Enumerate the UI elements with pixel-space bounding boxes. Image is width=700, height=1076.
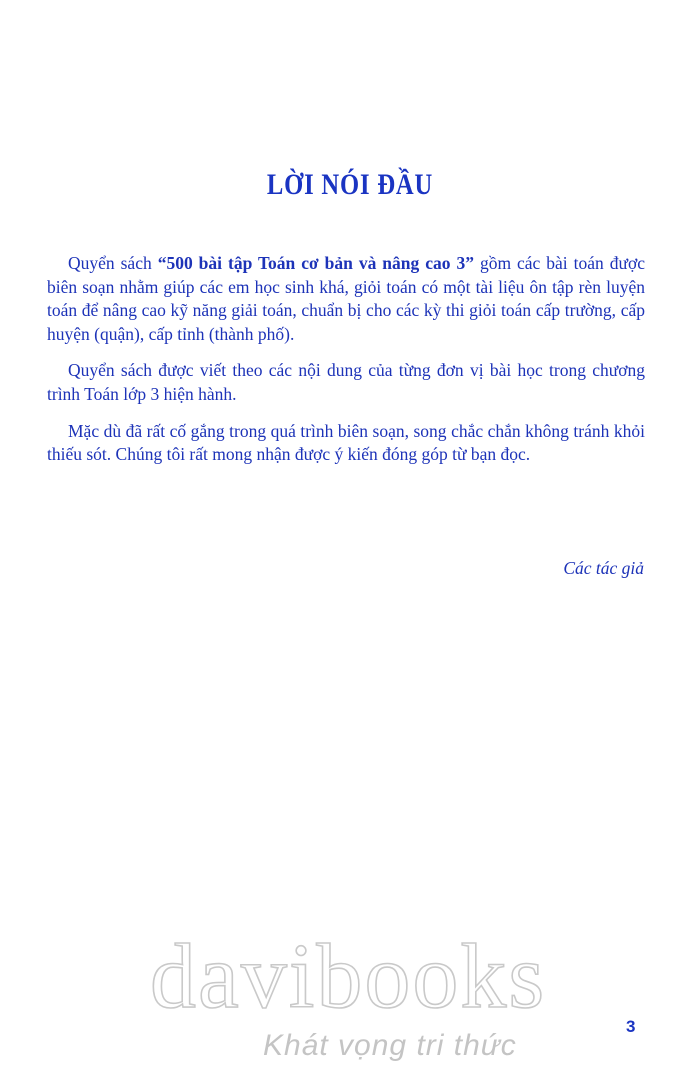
paragraph-1-after: gồm các bài toán được biên soạn nhằm giúp các em học sinh khá, giỏi toán có một tài liệu ôn tập rèn luyện toán để nâng cao kỹ năng giải toán, chuẩn bị cho các kỳ thi giỏi toán cấp trường, cấp huyện (quận), cấp tỉnh (thành phố).	[47, 253, 645, 344]
page-title: LỜI NÓI ĐẦU	[266, 168, 434, 201]
preface-body	[47, 252, 645, 480]
book-title: “500 bài tập Toán cơ bản và nâng cao 3”	[157, 253, 474, 273]
author-signature: Các tác giả	[563, 558, 644, 578]
watermark-brand: davibooks	[150, 925, 547, 1027]
page-number: 3	[626, 1017, 636, 1036]
watermark-tagline: Khát vọng tri thức	[263, 1029, 517, 1062]
paragraph-1-before: Quyển sách	[68, 253, 158, 273]
paragraph-1	[47, 252, 645, 346]
paragraph-2: Quyển sách được viết theo các nội dung của từng đơn vị bài học trong chương trình Toán lớp 3 hiện hành.	[47, 360, 645, 404]
paragraph-3: Mặc dù đã rất cố gắng trong quá trình biên soạn, song chắc chắn không tránh khỏi thiếu sót. Chúng tôi rất mong nhận được ý kiến đóng góp từ bạn đọc.	[47, 420, 645, 465]
